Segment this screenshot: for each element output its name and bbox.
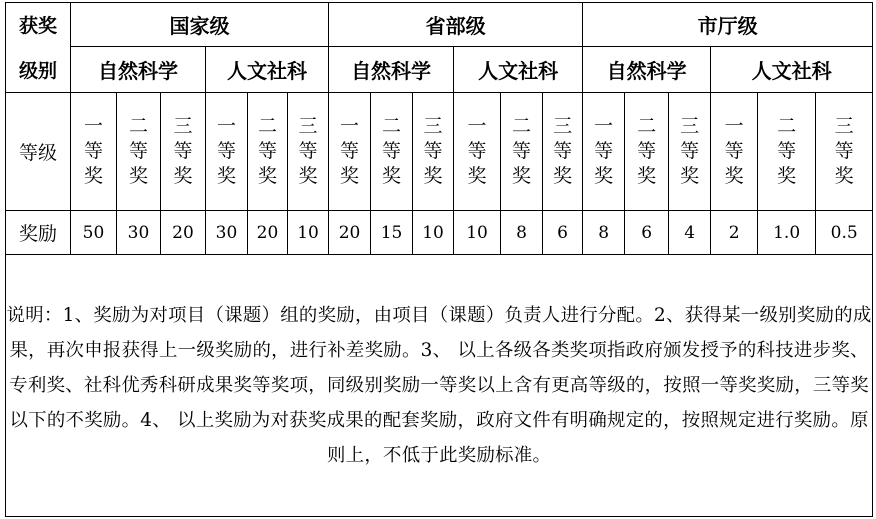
grade-text: 三等奖 — [680, 115, 700, 187]
grade-cell — [413, 93, 454, 211]
grade-cell — [501, 93, 543, 211]
grade-text: 三等奖 — [834, 115, 854, 187]
grade-cell — [543, 93, 583, 211]
grade-text: 一等奖 — [724, 115, 744, 187]
grade-cell — [758, 93, 816, 211]
grade-text: 三等奖 — [553, 115, 573, 187]
grade-text: 二等奖 — [637, 115, 657, 187]
grade-text: 二等奖 — [128, 115, 148, 187]
reward-value: 0.5 — [816, 211, 873, 255]
grade-cell — [371, 93, 413, 211]
grade-cell — [669, 93, 711, 211]
corner-label-bottom: 级别 — [6, 47, 71, 93]
grade-cell — [288, 93, 329, 211]
grade-cell — [583, 93, 625, 211]
reward-value: 6 — [543, 211, 583, 255]
category-provincial-science: 自然科学 — [329, 47, 454, 93]
reward-value: 30 — [206, 211, 248, 255]
category-provincial-humanities: 人文社科 — [454, 47, 583, 93]
grade-cell — [711, 93, 758, 211]
category-municipal-humanities: 人文社科 — [711, 47, 873, 93]
grade-cell — [71, 93, 117, 211]
category-national-humanities: 人文社科 — [206, 47, 329, 93]
reward-value: 30 — [117, 211, 161, 255]
grade-text: 三等奖 — [298, 115, 318, 187]
category-municipal-science: 自然科学 — [583, 47, 711, 93]
reward-value: 10 — [288, 211, 329, 255]
level-header-national: 国家级 — [71, 3, 329, 47]
reward-value: 10 — [454, 211, 501, 255]
reward-value: 10 — [413, 211, 454, 255]
category-national-science: 自然科学 — [71, 47, 206, 93]
grade-cell — [625, 93, 669, 211]
explanation-note: 说明：1、奖励为对项目（课题）组的奖励，由项目（课题）负责人进行分配。2、获得某一级别奖励的成果，再次申报获得上一级奖励的，进行补差奖励。3、 以上各级各类奖项指政府颁发授予的科技进步奖、专利奖、社科优秀科研成果奖等奖项，同级别奖励一等奖以上含有更高等级的，按照一等奖奖励，三等奖以下的不奖励。4、 以上奖励为对获奖成果的配套奖励，政府文件有明确规定的，按照规定进行奖励。原则上，不低于此奖励标准。 — [6, 255, 873, 517]
reward-value: 20 — [329, 211, 371, 255]
grade-text: 一等奖 — [83, 115, 103, 187]
reward-value: 8 — [501, 211, 543, 255]
grade-text: 一等奖 — [594, 115, 614, 187]
grade-text: 二等奖 — [512, 115, 532, 187]
reward-value: 6 — [625, 211, 669, 255]
grade-text: 二等奖 — [382, 115, 402, 187]
reward-value: 4 — [669, 211, 711, 255]
grade-text: 三等奖 — [173, 115, 193, 187]
grade-cell — [117, 93, 161, 211]
reward-value: 1.0 — [758, 211, 816, 255]
reward-value: 2 — [711, 211, 758, 255]
grade-text: 二等奖 — [777, 115, 797, 187]
grade-cell — [161, 93, 206, 211]
row-label-reward: 奖励 — [6, 211, 71, 255]
reward-value: 15 — [371, 211, 413, 255]
grade-text: 一等奖 — [340, 115, 360, 187]
level-header-provincial: 省部级 — [329, 3, 583, 47]
reward-value: 8 — [583, 211, 625, 255]
grade-cell — [248, 93, 288, 211]
reward-value: 50 — [71, 211, 117, 255]
grade-text: 一等奖 — [216, 115, 236, 187]
corner-label-top: 获奖 — [6, 3, 71, 47]
reward-value: 20 — [161, 211, 206, 255]
level-header-municipal: 市厅级 — [583, 3, 873, 47]
grade-cell — [329, 93, 371, 211]
grade-text: 三等奖 — [423, 115, 443, 187]
grade-cell — [206, 93, 248, 211]
reward-value: 20 — [248, 211, 288, 255]
grade-cell — [454, 93, 501, 211]
grade-text: 一等奖 — [467, 115, 487, 187]
grade-text: 二等奖 — [257, 115, 277, 187]
award-standard-table — [5, 2, 873, 517]
row-label-grade: 等级 — [6, 93, 71, 211]
grade-cell — [816, 93, 873, 211]
